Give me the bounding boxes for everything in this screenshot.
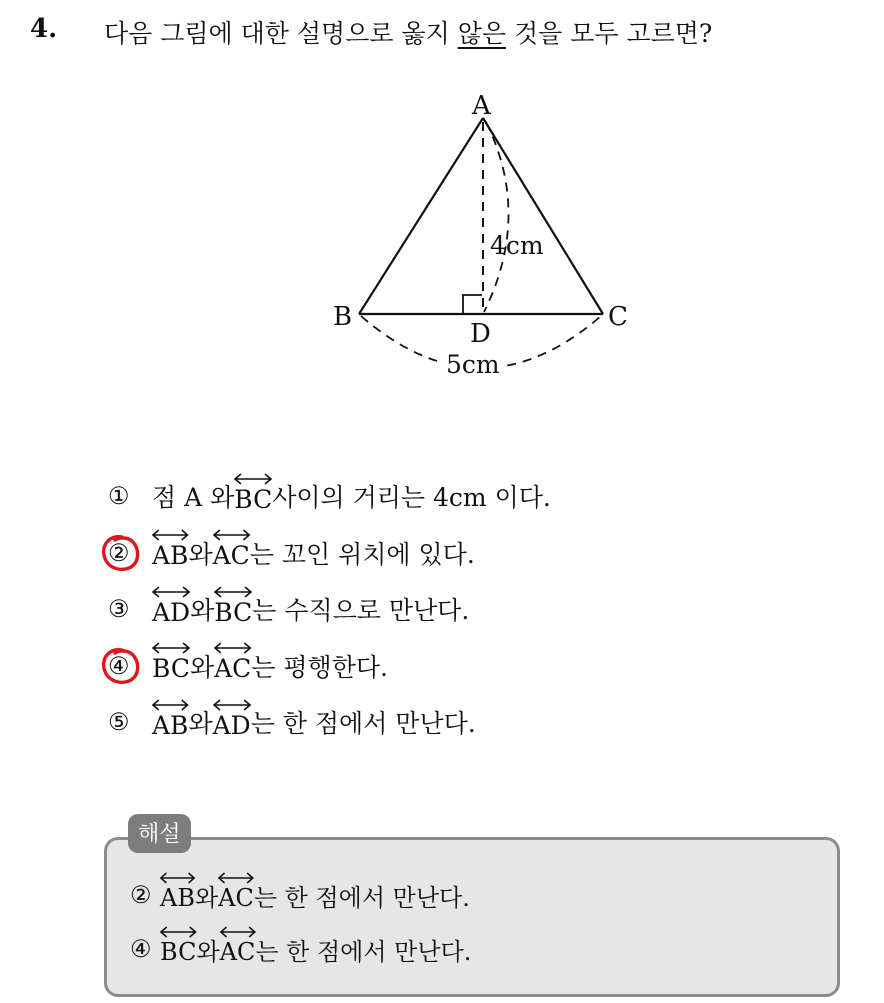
choice-text-post: 는 꼬인 위치에 있다. xyxy=(249,539,475,569)
line-symbol: AC xyxy=(220,932,256,966)
side-ab xyxy=(359,118,483,314)
choice-number: ① xyxy=(108,482,130,511)
double-arrow-icon xyxy=(219,925,257,939)
triangle-figure xyxy=(0,0,884,420)
choice-text-mid: 와 xyxy=(189,652,215,682)
choice-text-mid: 사이의 거리는 4cm 이다. xyxy=(272,483,551,513)
solution-tag: 해설 xyxy=(128,814,191,853)
solution-line-1 xyxy=(130,868,471,922)
double-arrow-icon xyxy=(151,585,191,599)
choice-number: ④ xyxy=(108,651,130,680)
choice-2[interactable] xyxy=(108,525,551,582)
solution-text-mid: 와 xyxy=(194,883,219,912)
label-b: B xyxy=(333,302,353,332)
double-arrow-icon xyxy=(159,871,196,885)
choice-list xyxy=(108,468,551,751)
choice-text-post: 는 한 점에서 만난다. xyxy=(250,709,476,739)
line-symbol: BC xyxy=(234,479,272,514)
solution-line-2 xyxy=(130,922,471,976)
double-arrow-icon xyxy=(151,641,191,655)
solution-text-post: 는 한 점에서 만난다. xyxy=(253,883,470,912)
choice-5[interactable] xyxy=(108,694,551,751)
double-arrow-icon xyxy=(212,698,252,712)
solution-number: ④ xyxy=(130,935,152,963)
label-c: C xyxy=(608,302,628,332)
question-number: 4. xyxy=(30,14,58,44)
height-length-label: 4cm xyxy=(490,231,544,260)
side-ac xyxy=(483,118,603,314)
double-arrow-icon xyxy=(159,925,197,939)
choice-text-mid: 와 xyxy=(188,709,213,739)
solution-text-mid: 와 xyxy=(196,937,220,966)
question-underlined-word: 않은 xyxy=(457,19,506,48)
line-symbol: AB xyxy=(152,535,188,570)
choice-3[interactable] xyxy=(108,581,551,638)
label-a: A xyxy=(472,91,491,121)
double-arrow-icon xyxy=(217,871,255,885)
line-symbol: AD xyxy=(213,705,251,740)
choice-text-mid: 와 xyxy=(190,596,215,626)
choice-4[interactable] xyxy=(108,638,551,695)
line-symbol: AC xyxy=(213,535,250,570)
line-symbol: AC xyxy=(214,648,251,683)
label-d: D xyxy=(470,319,491,349)
line-symbol: BC xyxy=(160,932,196,966)
question-text-before: 다음 그림에 대한 설명으로 옳지 xyxy=(104,19,458,48)
choice-1[interactable] xyxy=(108,468,551,525)
choice-text-post: 는 평행한다. xyxy=(251,652,388,682)
line-symbol: AD xyxy=(152,592,190,627)
choice-number: ⑤ xyxy=(108,708,130,737)
choice-text-post: 는 수직으로 만난다. xyxy=(252,596,470,626)
line-symbol: BC xyxy=(214,592,252,627)
line-symbol: BC xyxy=(152,648,190,683)
double-arrow-icon xyxy=(233,472,273,486)
double-arrow-icon xyxy=(151,528,189,542)
choice-number: ② xyxy=(108,538,130,567)
line-symbol: AB xyxy=(152,705,188,740)
double-arrow-icon xyxy=(213,585,253,599)
line-symbol: AC xyxy=(218,878,254,912)
double-arrow-icon xyxy=(212,528,251,542)
solution-number: ② xyxy=(130,881,152,909)
solution-lines xyxy=(130,868,471,976)
choice-text-pre: 점 A 와 xyxy=(152,483,235,513)
choice-number: ③ xyxy=(108,595,130,624)
double-arrow-icon xyxy=(151,698,189,712)
double-arrow-icon xyxy=(213,641,252,655)
question-text-after: 것을 모두 고르면? xyxy=(506,19,713,48)
right-angle-mark xyxy=(463,295,482,314)
solution-text-post: 는 한 점에서 만난다. xyxy=(255,937,472,966)
line-symbol: AB xyxy=(160,878,195,912)
height-arc xyxy=(484,122,509,312)
base-length-label: 5cm xyxy=(446,350,500,379)
choice-text-mid: 와 xyxy=(188,539,213,569)
